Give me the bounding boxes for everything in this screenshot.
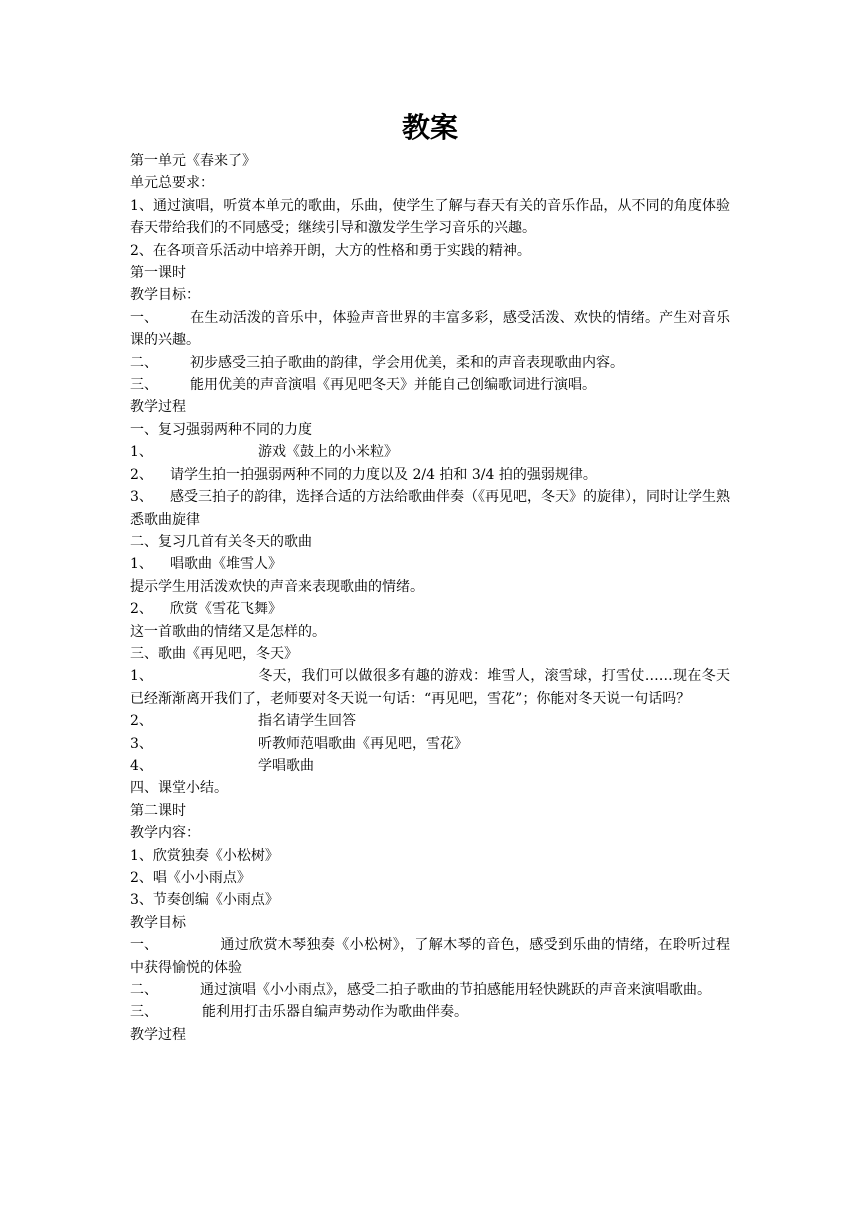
teaching-content-heading: 教学内容： xyxy=(130,825,200,842)
process-heading: 教学过程 xyxy=(130,399,186,416)
goal-item-2: 二、 通过演唱《小小雨点》，感受二拍子歌曲的节拍感能用轻快跳跃的声音来演唱歌曲。 xyxy=(130,982,711,999)
list-item: 1、 唱歌曲《堆雪人》 xyxy=(130,556,282,573)
content-item: 1、欣赏独奏《小松树》 xyxy=(130,847,279,864)
goal-item-1: 一、 通过欣赏木琴独奏《小松树》，了解木琴的音色，感受到乐曲的情绪，在聆听过程中获得愉悦的体验 xyxy=(130,937,730,976)
unit-requirement-2: 2、在各项音乐活动中培养开朗，大方的性格和勇于实践的精神。 xyxy=(130,242,531,259)
unit-requirements-heading: 单元总要求： xyxy=(130,175,214,192)
paragraph: 这一首歌曲的情绪又是怎样的。 xyxy=(130,623,326,640)
section-heading: 三、歌曲《再见吧，冬天》 xyxy=(130,645,298,662)
section-heading: 一、复习强弱两种不同的力度 xyxy=(130,421,312,438)
list-item: 1、 冬天，我们可以做很多有趣的游戏：堆雪人，滚雪球，打雪仗……现在冬天已经渐渐离开我们了，老师要对冬天说一句话：“再见吧，雪花”；你能对冬天说一句话吗？ xyxy=(130,668,730,707)
list-item: 3、 感受三拍子的韵律，选择合适的方法给歌曲伴奏（《再见吧，冬天》的旋律），同时让学生熟悉歌曲旋律 xyxy=(130,489,730,528)
section-heading: 四、课堂小结。 xyxy=(130,780,228,797)
process-heading: 教学过程 xyxy=(130,1026,186,1043)
list-item: 2、 指名请学生回答 xyxy=(130,713,356,730)
list-item: 1、 游戏《鼓上的小米粒》 xyxy=(130,444,398,461)
document-body xyxy=(130,150,730,1046)
page-title: 教案 xyxy=(401,111,458,144)
paragraph: 提示学生用活泼欢快的声音来表现歌曲的情绪。 xyxy=(130,578,424,595)
content-item: 2、唱《小小雨点》 xyxy=(130,870,251,886)
goal-item-3: 三、 能用优美的声音演唱《再见吧冬天》并能自己创编歌词进行演唱。 xyxy=(130,377,596,394)
section-heading: 二、复习几首有关冬天的歌曲 xyxy=(130,533,312,550)
list-item: 3、 听教师范唱歌曲《再见吧，雪花》 xyxy=(130,735,468,752)
content-item: 3、节奏创编《小雨点》 xyxy=(130,892,279,909)
teaching-goals-heading: 教学目标： xyxy=(130,287,200,304)
lesson-2-heading: 第二课时 xyxy=(130,802,186,819)
goal-item-2: 二、 初步感受三拍子歌曲的韵律，学会用优美，柔和的声音表现歌曲内容。 xyxy=(130,354,624,371)
list-item: 4、 学唱歌曲 xyxy=(130,757,314,774)
goal-item-3: 三、 能利用打击乐器自编声势动作为歌曲伴奏。 xyxy=(130,1004,468,1021)
list-item: 2、 请学生拍一拍强弱两种不同的力度以及 2/4 拍和 3/4 拍的强弱规律。 xyxy=(130,466,597,483)
unit-heading: 第一单元《春来了》 xyxy=(130,153,256,169)
teaching-goals-heading: 教学目标 xyxy=(130,914,186,931)
list-item: 2、 欣赏《雪花飞舞》 xyxy=(130,601,282,618)
lesson-1-heading: 第一课时 xyxy=(130,265,186,282)
unit-requirement-1: 1、通过演唱，听赏本单元的歌曲，乐曲，使学生了解与春天有关的音乐作品，从不同的角度体验春天带给我们的不同感受；继续引导和激发学生学习音乐的兴趣。 xyxy=(130,197,730,237)
goal-item-1: 一、 在生动活泼的音乐中，体验声音世界的丰富多彩，感受活泼、欢快的情绪。产生对音乐课的兴趣。 xyxy=(130,309,730,349)
